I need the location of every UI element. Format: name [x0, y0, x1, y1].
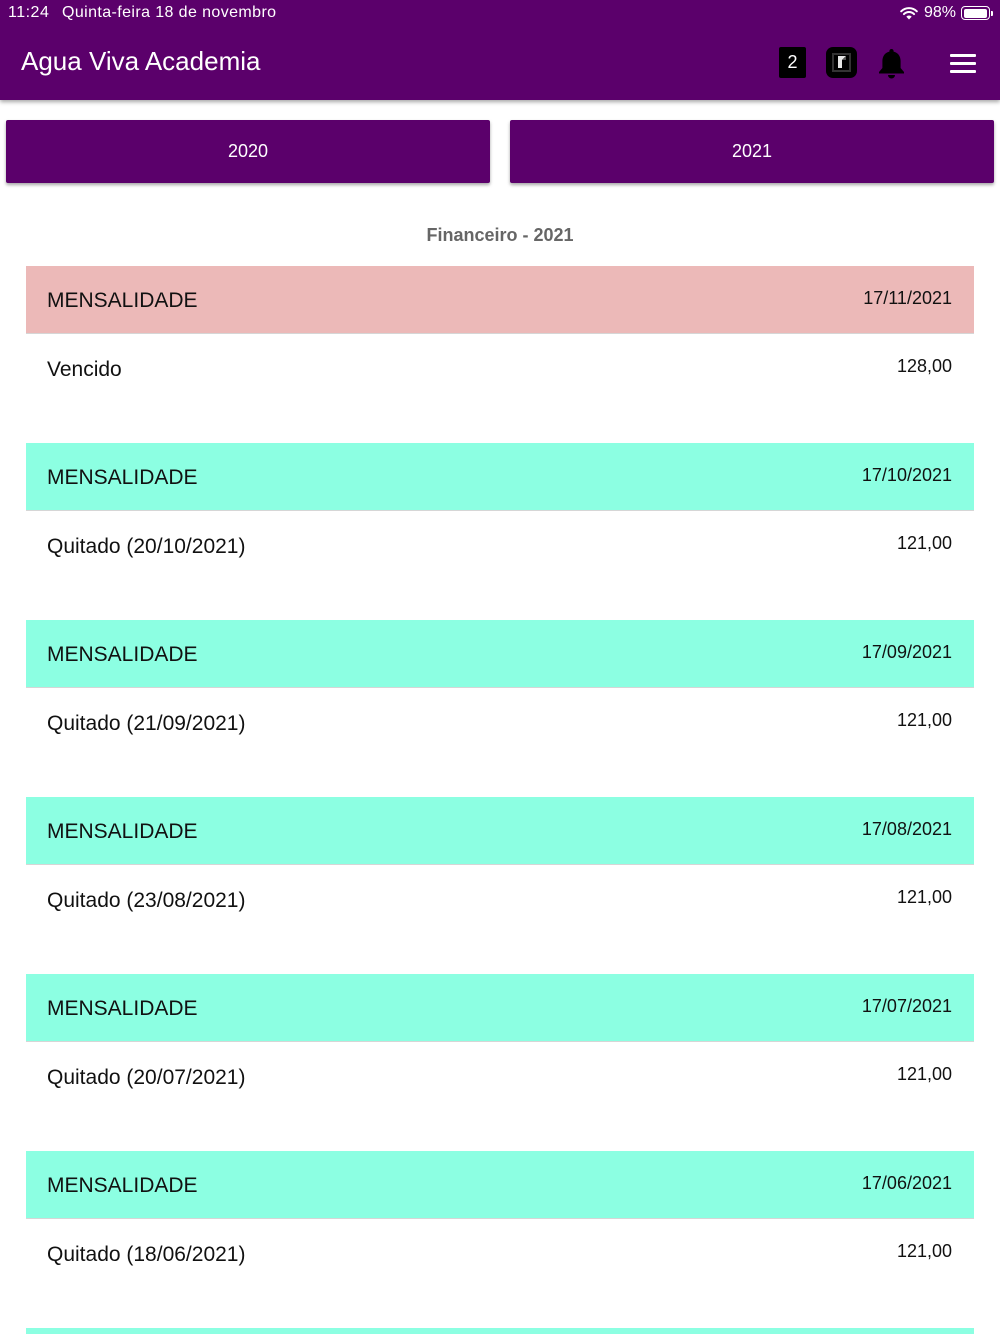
- bell-icon[interactable]: [876, 47, 907, 79]
- entry-type: MENSALIDADE: [47, 997, 198, 1020]
- entry-amount: 121,00: [896, 533, 952, 553]
- entry-header: [26, 620, 974, 688]
- entry-amount: 128,00: [896, 356, 952, 376]
- finance-entry[interactable]: [26, 974, 974, 1151]
- year-tab-2021[interactable]: 2021: [510, 120, 994, 183]
- finance-entry[interactable]: [26, 443, 974, 620]
- entry-type: MENSALIDADE: [47, 289, 198, 312]
- app-title: Agua Viva Academia: [21, 46, 261, 76]
- finance-entry[interactable]: [26, 266, 974, 443]
- status-date: Quinta-feira 18 de novembro: [62, 4, 277, 21]
- notification-count-badge[interactable]: 2: [779, 47, 806, 78]
- entry-type: MENSALIDADE: [47, 466, 198, 489]
- entry-header: [26, 443, 974, 511]
- entry-status: Quitado (20/10/2021): [47, 535, 246, 558]
- entry-body: [26, 1219, 974, 1328]
- finance-entry-partial: [26, 1328, 974, 1334]
- battery-icon: [961, 6, 990, 20]
- entry-status: Quitado (21/09/2021): [47, 712, 246, 735]
- section-title: Financeiro - 2021: [426, 225, 574, 245]
- entry-header: [26, 1151, 974, 1219]
- entry-type: MENSALIDADE: [47, 820, 198, 843]
- entry-body: [26, 688, 974, 797]
- battery-percent: 98%: [923, 4, 956, 21]
- entry-status: Vencido: [47, 358, 122, 381]
- entry-due-date: 17/10/2021: [861, 465, 952, 485]
- hamburger-menu-icon[interactable]: [950, 54, 976, 74]
- finance-list: [26, 266, 974, 1334]
- entry-body: [26, 865, 974, 974]
- finance-entry[interactable]: [26, 620, 974, 797]
- entry-amount: 121,00: [896, 710, 952, 730]
- entry-type: MENSALIDADE: [47, 643, 198, 666]
- entry-body: [26, 334, 974, 443]
- finance-entry[interactable]: [26, 797, 974, 974]
- year-tab-2020[interactable]: 2020: [6, 120, 490, 183]
- entry-status: Quitado (20/07/2021): [47, 1066, 246, 1089]
- entry-header: [26, 266, 974, 334]
- app-icon[interactable]: [826, 47, 857, 78]
- entry-status: Quitado (18/06/2021): [47, 1243, 246, 1266]
- finance-entry[interactable]: [26, 1151, 974, 1328]
- status-right: [900, 4, 990, 22]
- entry-due-date: 17/08/2021: [861, 819, 952, 839]
- entry-body: [26, 1042, 974, 1151]
- entry-due-date: 17/07/2021: [861, 996, 952, 1016]
- status-time: 11:24: [8, 4, 50, 21]
- entry-due-date: 17/11/2021: [863, 288, 952, 308]
- entry-body: [26, 511, 974, 620]
- entry-status: Quitado (23/08/2021): [47, 889, 246, 912]
- entry-header: [26, 974, 974, 1042]
- entry-type: MENSALIDADE: [47, 1174, 198, 1197]
- entry-due-date: 17/06/2021: [861, 1173, 952, 1193]
- entry-amount: 121,00: [896, 1064, 952, 1084]
- status-bar: [0, 0, 1000, 26]
- entry-amount: 121,00: [896, 887, 952, 907]
- entry-amount: 121,00: [896, 1241, 952, 1261]
- wifi-icon: [900, 6, 918, 20]
- battery-fill: [964, 9, 988, 18]
- entry-header: [26, 797, 974, 865]
- app-header: [0, 0, 1000, 100]
- entry-due-date: 17/09/2021: [861, 642, 952, 662]
